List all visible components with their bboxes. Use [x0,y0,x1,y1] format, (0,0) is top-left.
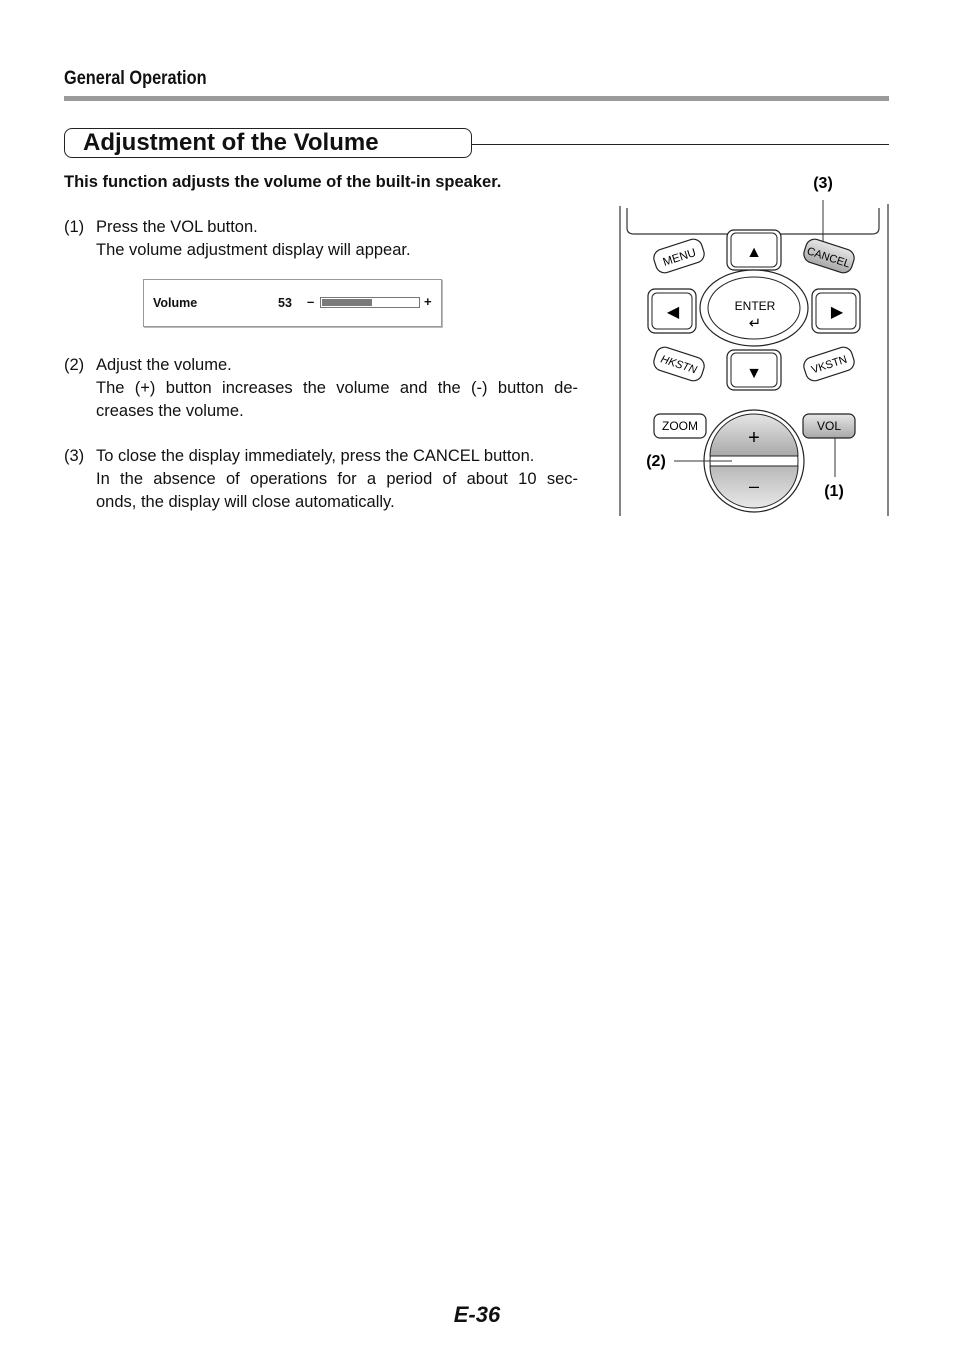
left-arrow-icon: ◀ [666,304,680,321]
step-number: (1) [64,218,85,236]
step-line: The (+) button increases the volume and the (-) button de- [96,379,578,397]
step-line: The volume adjustment display will appear. [96,241,411,259]
left-button[interactable] [648,289,696,333]
down-arrow-icon: ▼ [746,365,762,382]
volume-value: 53 [278,296,292,310]
step-text [96,216,578,262]
zoom-button-label: ZOOM [662,419,698,433]
step-line: creases the volume. [96,402,244,420]
lead-text: This function adjusts the volume of the built-in speaker. [64,173,502,191]
step-number: (3) [64,447,85,465]
right-arrow-icon: ▶ [830,304,844,321]
step-line: In the absence of operations for a period of about 10 sec- [96,470,578,488]
cancel-button[interactable] [802,237,857,275]
volume-bar [320,297,420,308]
step-text [96,445,578,514]
section-header: General Operation [64,68,207,89]
plus-icon: + [748,427,760,449]
callout-1-label: (1) [824,483,844,500]
hkstn-button[interactable] [652,345,707,383]
right-button[interactable] [812,289,860,333]
hkstn-button-label: HKSTN [659,353,699,377]
vol-button-label: VOL [816,419,842,433]
up-arrow-icon: ▲ [746,244,762,261]
volume-bar-fill [322,299,372,306]
step-text [96,354,578,423]
down-button[interactable] [727,350,781,390]
remote-control-illustration [610,168,900,520]
minus-icon: – [748,476,760,496]
enter-button-label: ENTER [734,299,776,313]
page-number: E-36 [453,1302,501,1327]
vol-button[interactable] [803,414,855,438]
zoom-button[interactable] [654,414,706,438]
vkstn-button-label: VKSTN [810,353,849,377]
volume-minus: – [307,294,315,309]
step-line: Press the VOL button. [96,218,258,236]
up-button[interactable] [727,230,781,270]
enter-icon: ↵ [748,315,762,332]
volume-label: Volume [153,296,198,310]
step-line: onds, the display will close automatically. [96,493,395,511]
step-line: Adjust the volume. [96,356,232,374]
header-rule [64,96,889,101]
volume-plus: + [424,294,432,309]
step-number: (2) [64,356,85,374]
step-line: To close the display immediately, press the CANCEL button. [96,447,535,465]
vkstn-button[interactable] [802,345,857,383]
title-rule [472,144,889,145]
enter-button[interactable] [700,270,808,346]
callout-2-label: (2) [646,453,666,470]
menu-button-label: MENU [661,246,698,269]
callout-3-label: (3) [813,175,833,192]
menu-button[interactable] [652,237,707,275]
page-title: Adjustment of the Volume [83,129,379,156]
cancel-button-label: CANCEL [805,245,852,271]
